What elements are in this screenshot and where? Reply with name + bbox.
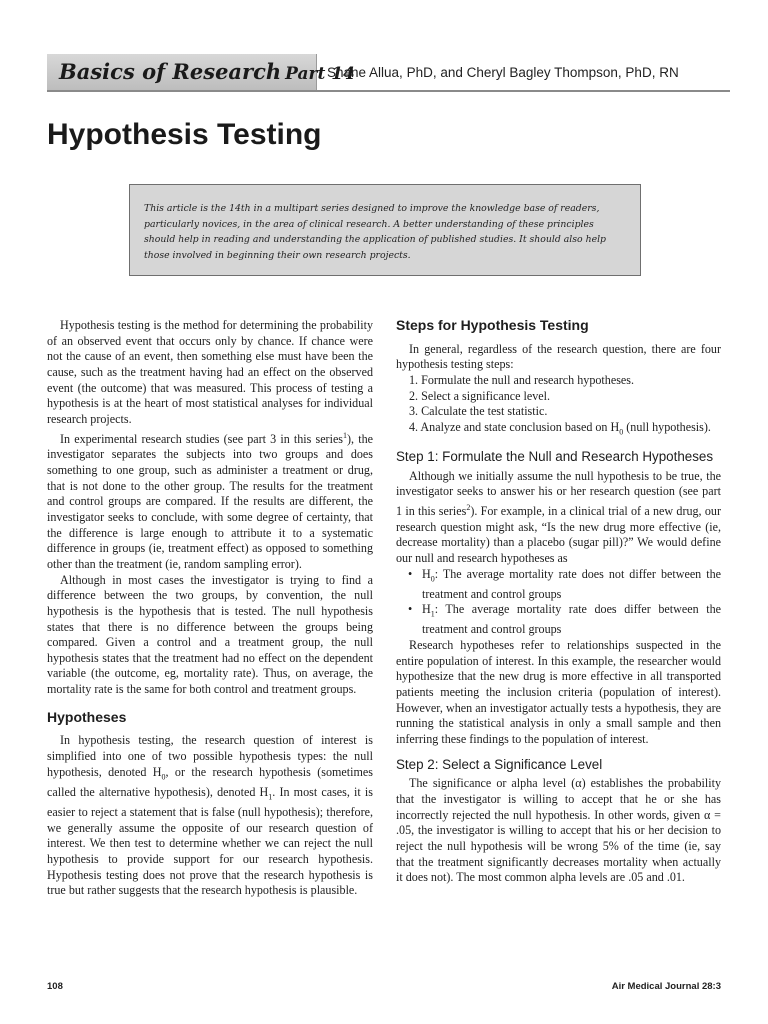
steps-list	[396, 373, 721, 440]
paragraph: In experimental research studies (see part 3 in this series$^1$), the investigator separates the subjects into two groups and does something to one group, such as administer a treatment or drug, that is not done to the other group. The results for the treatment and control groups are compared. If the results are different, the investigator seeks to conclude, with some degree of certainty, that the difference is large enough to attribute it to a systematic difference in groups (ie, treatment effect) as opposed to something other than the treatment (ie, random sampling error).	[47, 430, 373, 571]
left-column	[47, 318, 373, 899]
section-heading: Hypotheses	[47, 708, 127, 725]
article-title: Hypothesis Testing	[47, 118, 322, 151]
section-heading: Steps for Hypothesis Testing	[396, 317, 589, 333]
list-item: • $H_0$: The average mortality rate does not differ between the treatment and control groups	[422, 567, 721, 603]
hypotheses-list	[396, 567, 721, 638]
paragraph: Although in most cases the investigator is trying to find a difference between the two groups, by convention, the null hypothesis is the hypothesis that is tested. The null hypothesis states that there is no difference between the groups being compared. Given a control and a treatment group, the null hypothesis states that the treatment had no effect on the dependent variable (the outcome, eg, mortality rate). Thus, on average, the mortality rate is the same for both control and treatment groups.	[47, 572, 373, 697]
list-item: • $H_1$: The average mortality rate does differ between the treatment and control groups	[422, 602, 721, 638]
right-column	[396, 318, 721, 886]
paragraph: In hypothesis testing, the research question of interest is simplified into one of two possible hypothesis types: the null hypothesis, denoted $H_0$, or the research hypothesis (sometimes called the alternative hypothesis), denoted $H_1$. In most cases, it is easier to reject a statement that is false (null hypothesis); therefore, we generally assume the opposite of our research question of interest. We then test to determine whether we can reject the null hypothesis to provide support for our research hypothesis. Hypothesis testing does not prove that the research hypothesis is true but rather suggests that the research hypothesis is plausible.	[47, 733, 373, 898]
series-header	[47, 54, 730, 92]
journal-citation: Air Medical Journal 28:3	[611, 981, 721, 992]
paragraph: Research hypotheses refer to relationships suspected in the entire population of interest. In this example, the researcher would hypothesize that the new drug is more effective in all transported patients meeting the inclusion criteria (population of interest). However, when an investigator actually tests a hypothesis, they are running the statistical analysis in only a small sample and then inferring these findings to the population of interest.	[396, 638, 721, 746]
list-item: 2. Select a significance level.	[409, 388, 551, 403]
subsection-heading: Step 1: Formulate the Null and Research Hypotheses	[396, 449, 714, 464]
paragraph: In general, regardless of the research question, there are four hypothesis testing steps:	[396, 341, 721, 372]
series-tag	[47, 54, 355, 90]
series-name: Basics of Research	[59, 59, 282, 84]
intro-box: This article is the 14th in a multipart series designed to improve the knowledge base of readers, particularly novices, in the area of clinical research. A better understanding of these principles should help in reading and understanding the application of published studies. It should also help those involved in beginning their own research projects.	[129, 184, 641, 276]
paragraph: Although we initially assume the null hypothesis to be true, the investigator seeks to answer his or her research question (see part 1 in this series$^2$). For example, in a clinical trial of a new drug, our research question might ask, “Is the new drug more effective (ie, decrease mortality) than a placebo (sugar pill)?” We would define our null and research hypotheses as	[396, 468, 721, 565]
authors: Shane Allua, PhD, and Cheryl Bagley Thompson, PhD, RN	[327, 65, 679, 80]
paragraph: Hypothesis testing is the method for determining the probability of an observed event that occurs only by chance. If chance were not the cause of an event, then something else must have been the cause, such as the treatment having had an effect on the observed event (the outcome) that was measured. This process of testing a hypothesis is at the heart of most statistical analyses for individual research projects.	[47, 318, 373, 426]
subsection-heading: Step 2: Select a Significance Level	[396, 756, 603, 772]
page-number: 108	[47, 981, 63, 992]
list-item: 1. Formulate the null and research hypotheses.	[409, 372, 635, 387]
series-part: Part 14	[285, 64, 355, 84]
list-item: 3. Calculate the test statistic.	[409, 404, 548, 419]
list-item: 4. Analyze and state conclusion based on $H_0$ (null hypothesis).	[409, 419, 711, 437]
paragraph: The significance or alpha level (α) establishes the probability that the investigator is willing to accept that he or she has incorrectly rejected the null hypothesis. In other words, given α = .05, the investigator is willing to accept that his or her decision to reject the null hypothesis will be wrong 5% of the time (ie, say that the treatment significantly decreases mortality when actually it does not). The most common alpha levels are .05 and .01.	[396, 776, 721, 885]
